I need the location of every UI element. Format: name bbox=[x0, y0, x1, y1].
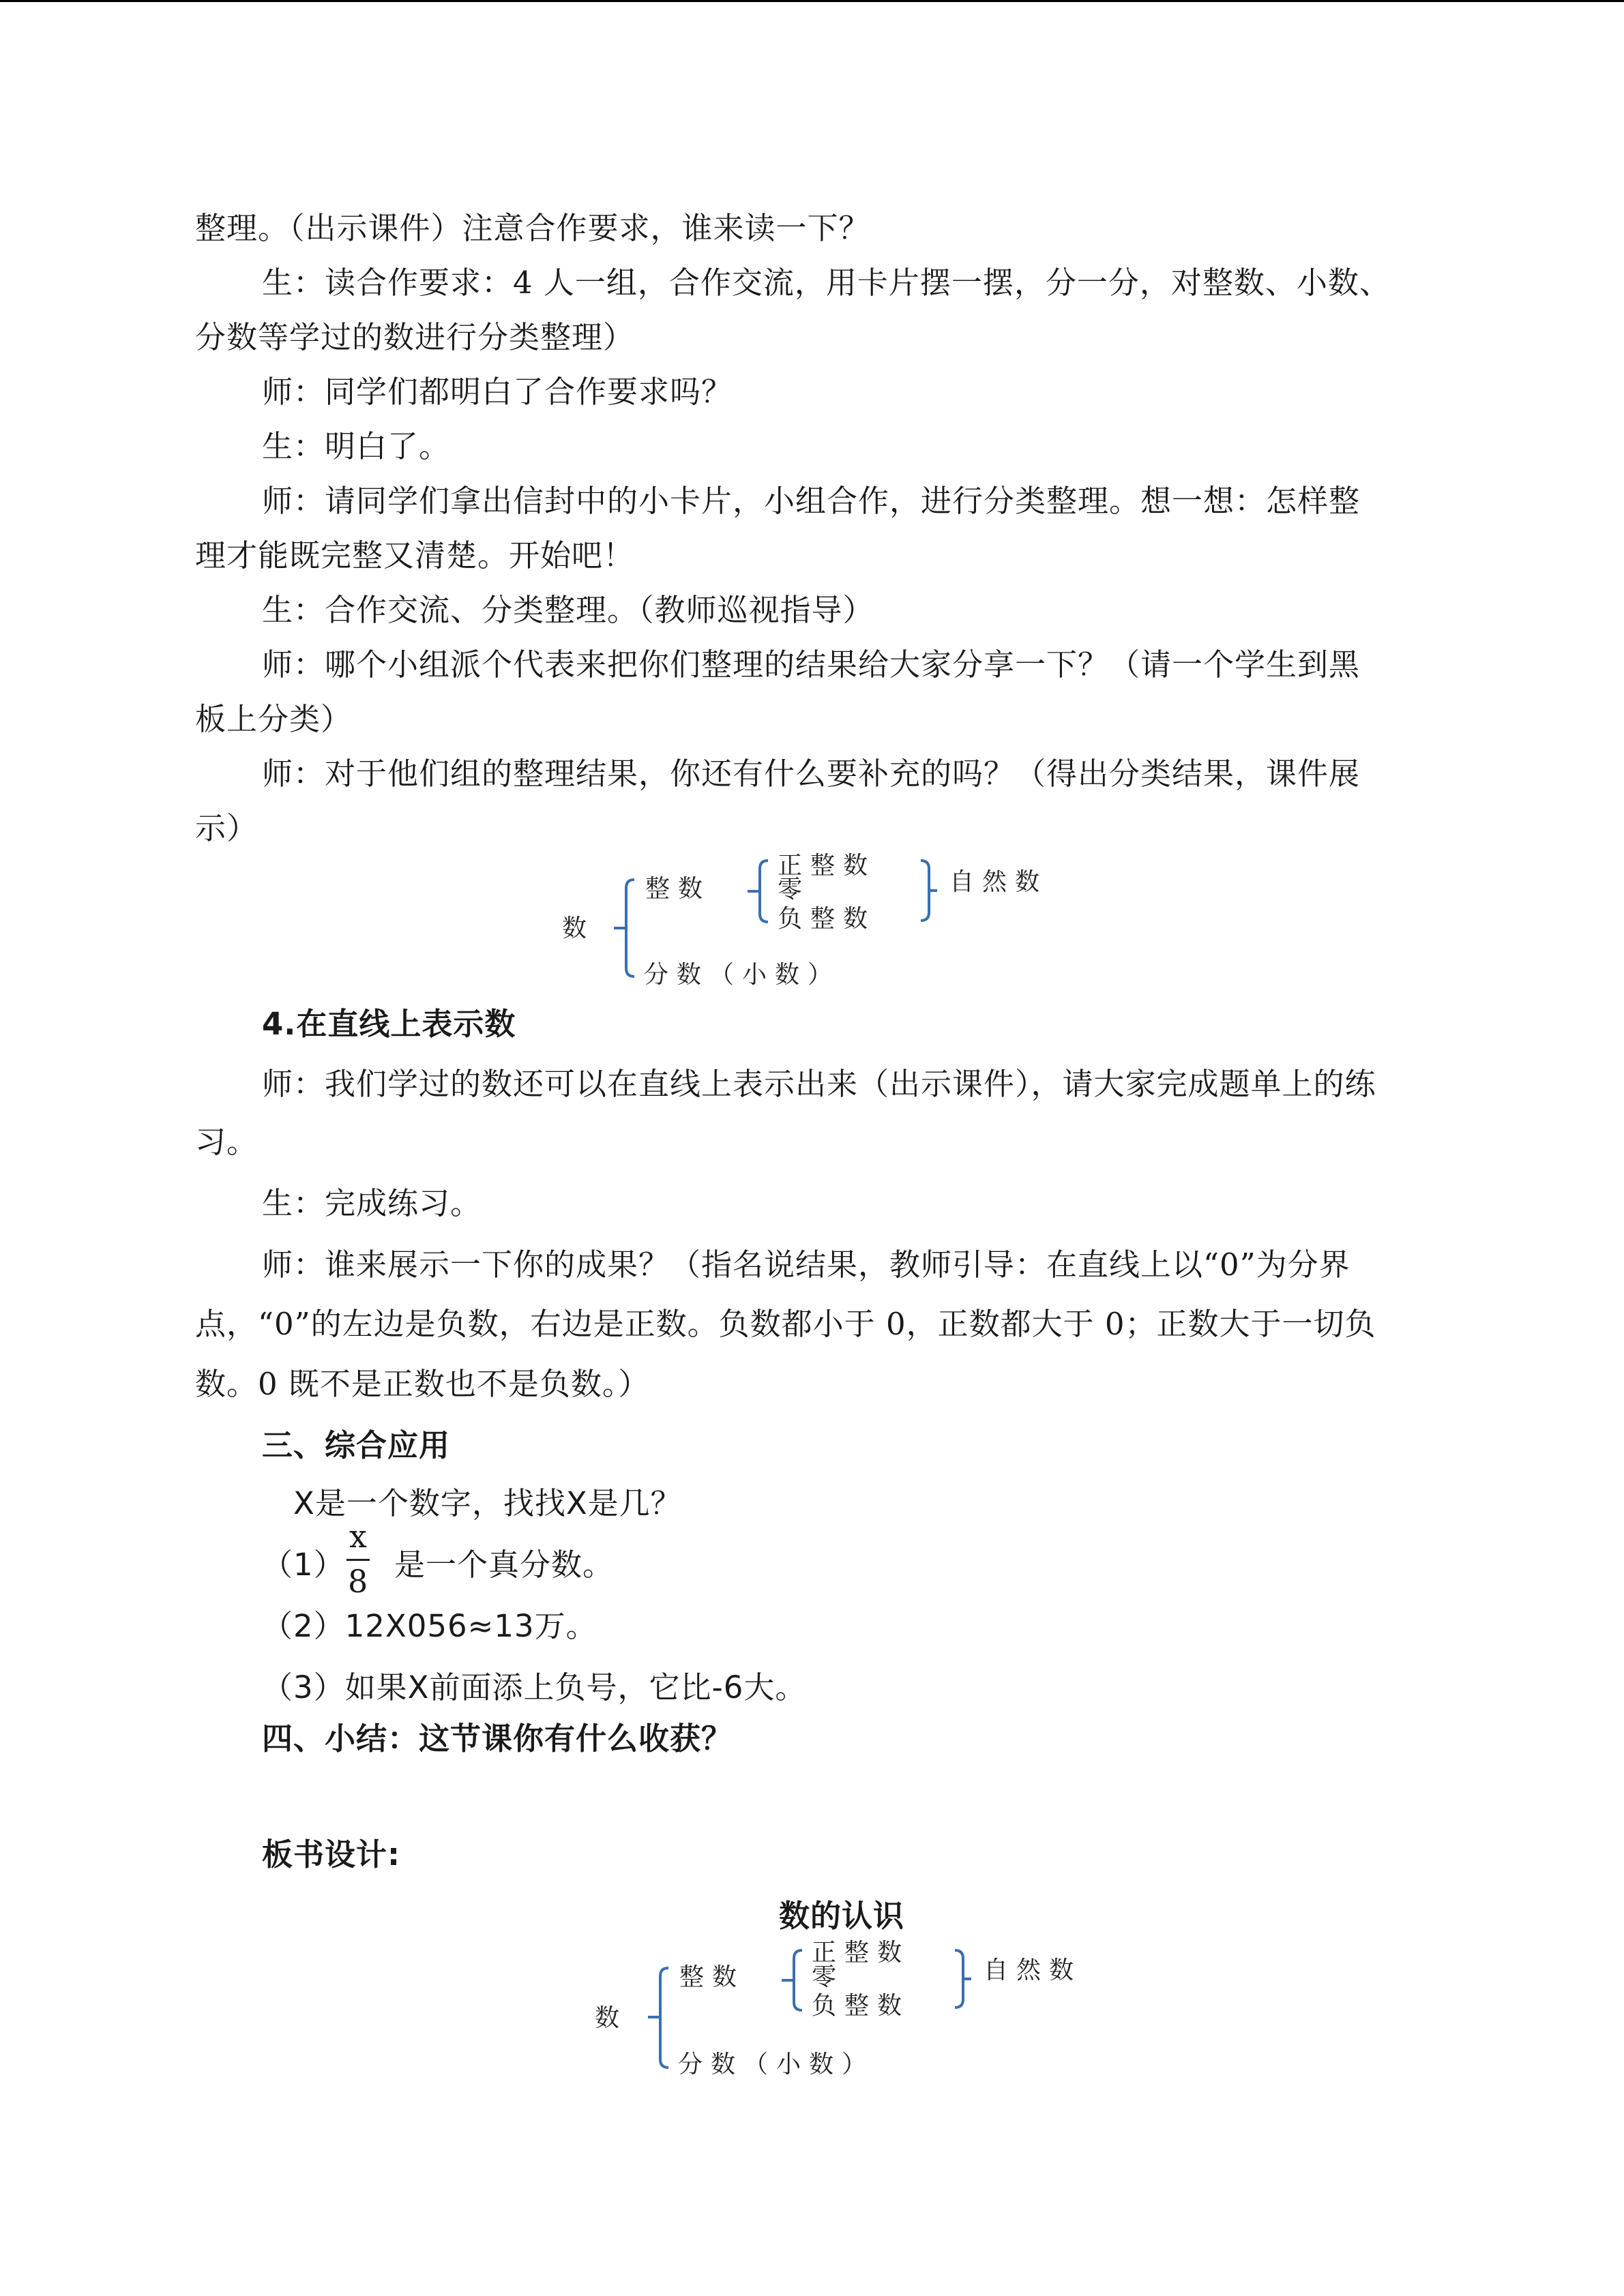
question-number: （1） bbox=[262, 1547, 345, 1583]
board-diagram-positive: 正整数 bbox=[812, 1939, 911, 1967]
diagram-positive: 正整数 bbox=[778, 852, 876, 880]
board-diagram-zero: 零 bbox=[812, 1963, 845, 1991]
diagram-integer: 整数 bbox=[645, 875, 711, 903]
paragraph: 生：完成练习。 bbox=[262, 1185, 482, 1221]
question-2: （2）12X056≈13万。 bbox=[262, 1608, 597, 1644]
paragraph: 整理。（出示课件）注意合作要求，谁来读一下？ bbox=[195, 210, 870, 246]
paragraph: 分数等学过的数进行分类整理） bbox=[195, 319, 635, 355]
diagram-root: 数 bbox=[562, 914, 595, 942]
section-heading: 三、综合应用 bbox=[262, 1427, 451, 1463]
paragraph: 生：明白了。 bbox=[262, 428, 451, 464]
board-title: 数的认识 bbox=[779, 1898, 905, 1934]
question-intro: X是一个数字，找找X是几？ bbox=[293, 1485, 682, 1521]
diagram-natural: 自然数 bbox=[949, 868, 1048, 896]
section-heading: 4.在直线上表示数 bbox=[262, 1006, 516, 1042]
question-3: （3）如果X前面添上负号，它比-6大。 bbox=[262, 1669, 807, 1705]
paragraph: 师：同学们都明白了合作要求吗？ bbox=[262, 374, 733, 410]
paragraph: 习。 bbox=[195, 1124, 259, 1160]
board-diagram-natural: 自然数 bbox=[984, 1956, 1082, 1984]
board-design-label: 板书设计: bbox=[262, 1836, 400, 1873]
question-text: 是一个真分数。 bbox=[394, 1547, 615, 1583]
paragraph: 理才能既完整又清楚。开始吧！ bbox=[195, 537, 635, 573]
board-diagram-negative: 负整数 bbox=[812, 1992, 911, 2020]
paragraph: 板上分类） bbox=[195, 701, 353, 737]
paragraph: 数。0 既不是正数也不是负数。） bbox=[195, 1366, 650, 1402]
paragraph: 生：读合作要求：4 人一组，合作交流，用卡片摆一摆，分一分，对整数、小数、 bbox=[262, 265, 1391, 301]
paragraph: 师：对于他们组的整理结果，你还有什么要补充的吗？（得出分类结果，课件展 bbox=[262, 756, 1361, 792]
paragraph: 师：哪个小组派个代表来把你们整理的结果给大家分享一下？（请一个学生到黑 bbox=[262, 646, 1361, 683]
section-heading: 四、小结：这节课你有什么收获？ bbox=[262, 1720, 733, 1757]
paragraph: 点，“0”的左边是负数，右边是正数。负数都小于 0，正数都大于 0；正数大于一切负 bbox=[195, 1306, 1376, 1342]
paragraph: 师：我们学过的数还可以在直线上表示出来（出示课件），请大家完成题单上的练 bbox=[262, 1066, 1376, 1102]
board-diagram-fraction: 分数（小数） bbox=[678, 2051, 875, 2078]
fraction-numerator: x bbox=[349, 1518, 367, 1555]
paragraph: 师：请同学们拿出信封中的小卡片，小组合作，进行分类整理。想一想：怎样整 bbox=[262, 483, 1361, 519]
paragraph: 示） bbox=[195, 810, 259, 846]
paragraph: 师：谁来展示一下你的成果？（指名说结果，教师引导：在直线上以“0”为分界 bbox=[262, 1247, 1350, 1283]
board-diagram-root: 数 bbox=[595, 2004, 628, 2032]
diagram-fraction: 分数（小数） bbox=[644, 961, 841, 989]
paragraph: 生：合作交流、分类整理。（教师巡视指导） bbox=[262, 592, 874, 628]
diagram-negative: 负整数 bbox=[778, 905, 876, 933]
fraction-denominator: 8 bbox=[348, 1563, 368, 1600]
diagram-zero: 零 bbox=[778, 876, 811, 904]
board-diagram-integer: 整数 bbox=[679, 1963, 745, 1991]
